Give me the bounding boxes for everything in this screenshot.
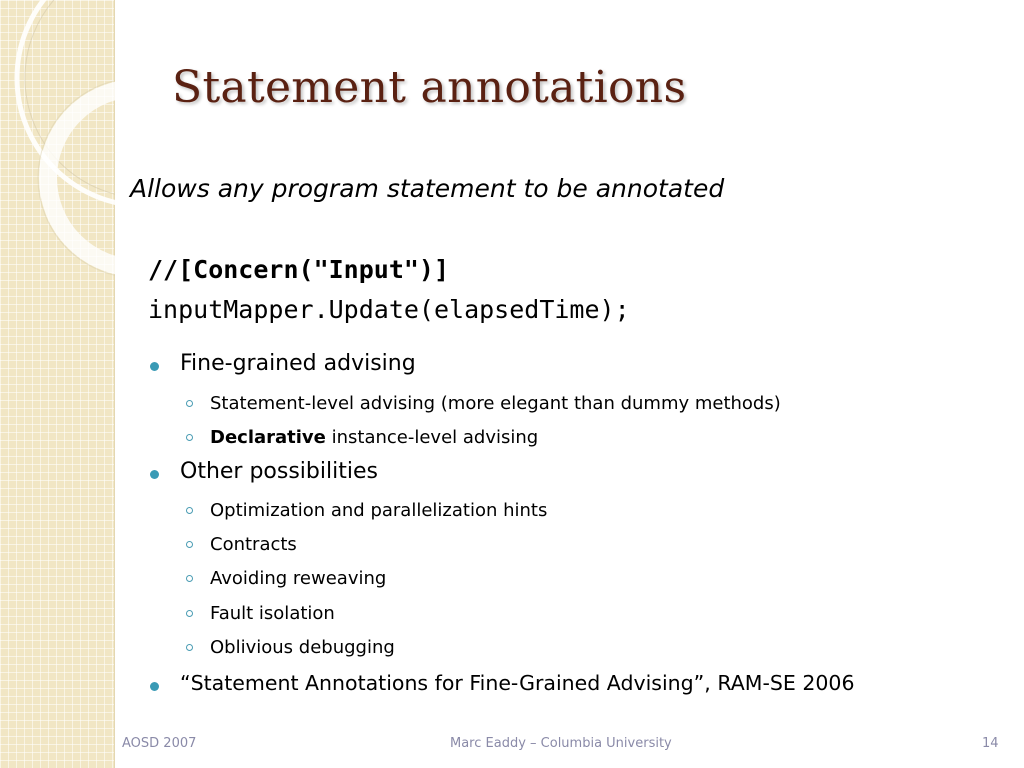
sub-bullet-ring-icon: [186, 434, 193, 441]
sub-bullet-ring-icon: [186, 575, 193, 582]
sub-bullet-text: Oblivious debugging: [210, 637, 395, 658]
sub-bullet-ring-icon: [186, 400, 193, 407]
sub-bullet-text: Avoiding reweaving: [210, 568, 387, 589]
sub-bullet-ring-icon: [186, 644, 193, 651]
code-snippet: [148, 250, 630, 330]
slide-title: Statement annotations: [172, 62, 687, 113]
footer-conference: AOSD 2007: [122, 736, 197, 751]
sub-bullet-ring-icon: [186, 507, 193, 514]
code-line-annotation: //[Concern("Input")]: [148, 255, 450, 284]
decorative-rings: [0, 0, 115, 768]
sub-bullet-text: Statement-level advising (more elegant than dummy methods): [210, 393, 781, 414]
bullet-text: Fine-grained advising: [180, 351, 416, 376]
sub-bullet-rest-text: instance-level advising: [325, 427, 539, 448]
sub-bullet-ring-icon: [186, 610, 193, 617]
footer-author: Marc Eaddy – Columbia University: [450, 736, 672, 751]
sub-bullet-ring-icon: [186, 541, 193, 548]
bullet-dot-icon: [150, 362, 159, 371]
sub-bullet-text: Optimization and parallelization hints: [210, 500, 548, 521]
sub-bullet-bold-text: Declarative: [210, 427, 326, 448]
bullet-text: Other possibilities: [180, 459, 378, 484]
bullet-text: “Statement Annotations for Fine-Grained Advising”, RAM-SE 2006: [180, 671, 855, 695]
footer-page-number: 14: [982, 736, 999, 751]
sub-bullet-text: [210, 427, 538, 448]
bullet-dot-icon: [150, 470, 159, 479]
sub-bullet-text: Fault isolation: [210, 603, 335, 624]
code-line-statement: inputMapper.Update(elapsedTime);: [148, 295, 630, 324]
sub-bullet-text: Contracts: [210, 534, 297, 555]
decorative-sidebar: [0, 0, 115, 768]
bullet-dot-icon: [150, 682, 159, 691]
slide-subtitle: Allows any program statement to be annotated: [130, 174, 725, 203]
